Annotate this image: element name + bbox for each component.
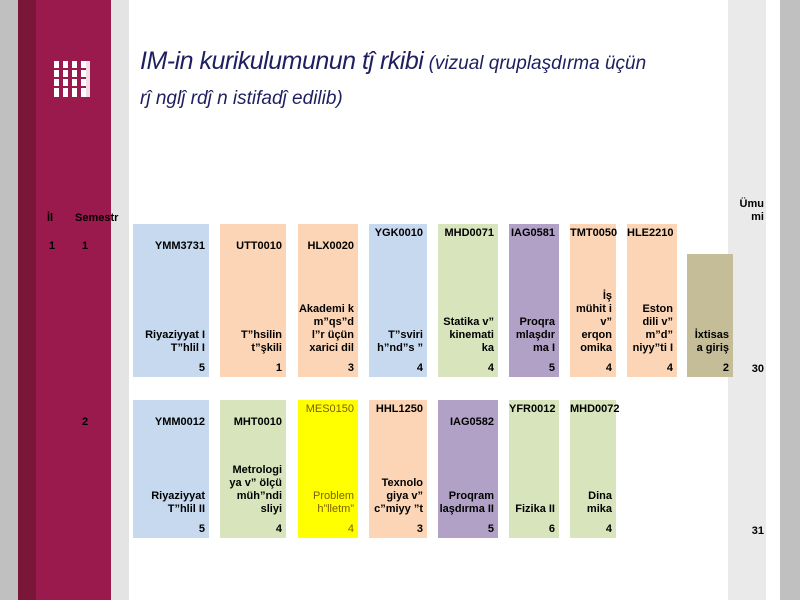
course-code: YMM0012	[154, 416, 205, 428]
course-name: Texnolo giya v” c”miyy ”t	[374, 477, 423, 515]
course-cell	[438, 400, 498, 538]
course-code: MHD0071	[444, 227, 494, 239]
course-credits: 3	[416, 523, 423, 535]
course-cell	[298, 224, 358, 377]
course-credits: 3	[347, 362, 354, 374]
right-light-band	[728, 0, 766, 600]
course-name: Metrologi ya v” ölçü müh”ndi sliyi	[229, 464, 282, 515]
course-code: MHD0072	[570, 403, 620, 415]
course-name: Riyaziyyat I T”hlil I	[145, 329, 205, 354]
course-credits: 5	[487, 523, 494, 535]
course-code: MES0150	[305, 403, 354, 415]
right-edge-bar	[780, 0, 800, 600]
course-cell	[369, 400, 427, 538]
title-sub-line2: rĵ nglĵ rdĵ n istifadĵ edilib)	[140, 88, 343, 109]
course-cell	[627, 224, 677, 377]
course-code: HLX0020	[307, 240, 354, 252]
course-cell	[133, 400, 209, 538]
course-credits: 1	[275, 362, 282, 374]
left-dark-band	[18, 0, 36, 600]
course-cell	[570, 400, 620, 538]
title-sub-line1: (vizual qruplaşdırma üçün	[423, 53, 647, 74]
course-credits: 4	[347, 523, 354, 535]
course-code: UTT0010	[236, 240, 282, 252]
slide-title	[140, 44, 720, 117]
course-name: Proqra mlaşdır ma I	[515, 316, 555, 354]
course-code: IAG0581	[510, 227, 555, 239]
row1-total: 30	[751, 363, 764, 375]
course-credits: 2	[722, 362, 729, 374]
left-light-band	[111, 0, 129, 600]
course-credits: 4	[416, 362, 423, 374]
course-cell	[509, 224, 559, 377]
course-name: Riyaziyyat T”hlil II	[151, 490, 205, 515]
course-credits: 6	[548, 523, 555, 535]
course-credits: 5	[198, 523, 205, 535]
course-credits: 4	[487, 362, 494, 374]
course-code: YMM3731	[154, 240, 205, 252]
course-credits: 4	[605, 362, 612, 374]
course-code: MHT0010	[233, 416, 282, 428]
course-name: Eston dili v” m”d” niyy”ti I	[632, 303, 673, 354]
course-name: T”hsilin t”şkili	[241, 329, 282, 354]
course-credits: 4	[666, 362, 673, 374]
course-credits: 4	[605, 523, 612, 535]
course-name: Proqram laşdırma II	[439, 490, 494, 515]
course-cell	[570, 224, 616, 377]
course-credits: 4	[275, 523, 282, 535]
course-cell	[687, 254, 733, 377]
row1-semester: 1	[82, 240, 89, 252]
course-name: T”sviri h”nd”s ”	[377, 329, 423, 354]
course-cell	[369, 224, 427, 377]
course-name: Statika v” kinemati ka	[443, 316, 494, 354]
left-edge-bar	[0, 0, 18, 600]
course-code: HHL1250	[375, 403, 423, 415]
right-white-band	[766, 0, 780, 600]
course-name: İxtisas a giriş	[694, 329, 729, 354]
course-name: Akademi k m”qs”d l”r üçün xarici dil	[298, 303, 354, 354]
row1-year: 1	[49, 240, 56, 252]
course-code: HLE2210	[627, 227, 674, 239]
university-grid-logo-icon	[53, 60, 91, 98]
course-name: Fizika II	[515, 503, 555, 515]
course-cell	[509, 400, 559, 538]
course-name: Problem h”lletm”	[313, 490, 354, 515]
course-cell	[220, 224, 286, 377]
course-credits: 5	[198, 362, 205, 374]
header-year: İl	[47, 212, 54, 224]
course-cell	[438, 224, 498, 377]
title-main: IM-in kurikulumunun tĵ rkibi	[140, 47, 424, 75]
header-total-line2: mi	[751, 211, 764, 223]
header-semester: Semestr	[75, 212, 119, 224]
course-code: TMT0050	[570, 227, 618, 239]
course-cell	[220, 400, 286, 538]
course-name: Dina mika	[586, 490, 612, 515]
course-cell	[298, 400, 358, 538]
course-credits: 5	[548, 362, 555, 374]
course-cell	[133, 224, 209, 377]
course-code: YFR0012	[509, 403, 556, 415]
course-code: IAG0582	[449, 416, 494, 428]
course-name: İş mühit i v” erqon omika	[575, 290, 612, 354]
row2-semester: 2	[82, 416, 89, 428]
course-code: YGK0010	[374, 227, 423, 239]
row2-total: 31	[751, 525, 764, 537]
header-total-line1: Ümu	[739, 198, 764, 210]
